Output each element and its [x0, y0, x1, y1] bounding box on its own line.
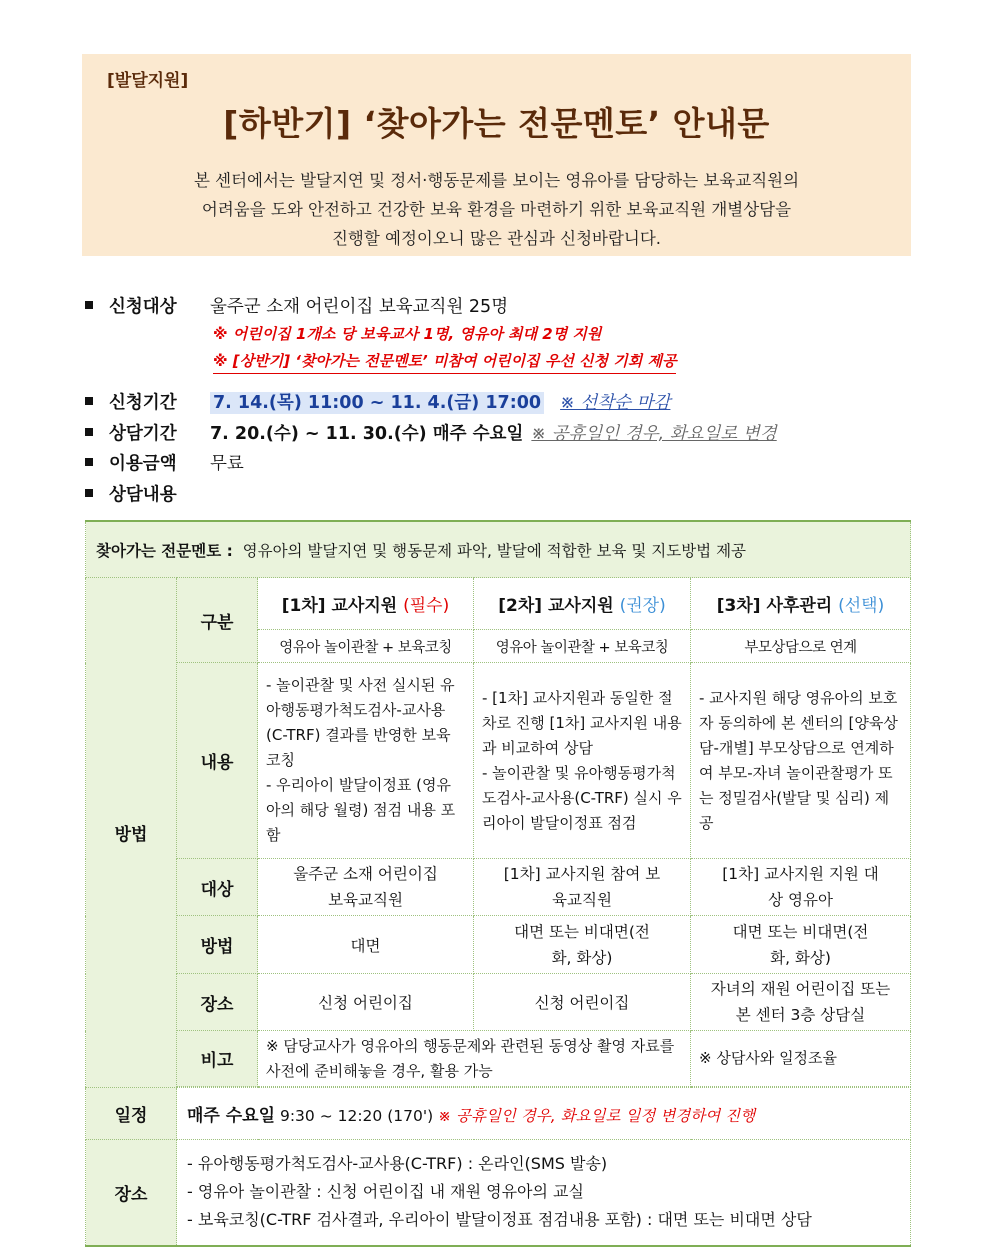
col-title: [1차] 교사지원: [281, 596, 398, 616]
bullet-square-icon: [85, 458, 93, 466]
intro-text: [82, 166, 911, 253]
content-item: - 교사지원 해당 영유아의 보호자 동의하에 본 센터의 [양육상담-개별] 부모상담으로 연계하여 부모-자녀 놀이관찰평가 또는 정밀검사(발달 및 심리) 제공: [699, 688, 898, 832]
table-summary: [86, 521, 911, 578]
side-header-place: 장소: [86, 1140, 177, 1246]
page-title: [하반기] ‘찾아가는 전문멘토’ 안내문: [223, 104, 770, 143]
table-row: [86, 859, 911, 916]
remark-cell-12: ※ 담당교사가 영유아의 행동문제와 관련된 동영상 촬영 자료를 사전에 준비해놓을 경우, 활용 가능: [258, 1031, 691, 1087]
remark-cell-3: ※ 상담사와 일정조율: [691, 1031, 911, 1087]
content-item: - 놀이관찰 및 사전 실시된 유아행동평가척도검사-교사용(C-TRF) 결과를 반영한 보육코칭: [266, 676, 455, 769]
target-cell-1: 울주군 소재 어린이집 보육교직원: [258, 859, 474, 916]
row-header-place: 장소: [177, 974, 258, 1031]
place-item: - 영유아 놀이관찰 : 신청 어린이집 내 재원 영유아의 교실: [187, 1182, 584, 1202]
col-sub-3: 부모상담으로 연계: [691, 630, 911, 663]
schedule-day: 매주 수요일: [187, 1106, 276, 1126]
side-header-schedule: 일정: [86, 1088, 177, 1140]
summary-label: 찾아가는 전문멘토 :: [96, 541, 233, 560]
table-row: [86, 916, 911, 974]
info-label: 상담기간: [109, 424, 177, 444]
period-value: 7. 14.(목) 11:00 ~ 11. 4.(금) 17:00: [210, 392, 544, 414]
program-table: [85, 520, 911, 1247]
bullet-square-icon: [85, 301, 93, 309]
row-header-remark: 비고: [177, 1031, 258, 1087]
content-cell-2: [474, 663, 691, 859]
place-cell-3: 자녀의 재원 어린이집 또는 본 센터 3층 상담실: [691, 974, 911, 1031]
col-sub-2: 영유아 놀이관찰 + 보육코칭: [474, 630, 691, 663]
bullet-square-icon: [85, 428, 93, 436]
method-cell-2: 대면 또는 비대면(전화, 화상): [474, 916, 691, 974]
col-header-2: [474, 578, 691, 630]
place-cell-2: 신청 어린이집: [474, 974, 691, 1031]
info-row-content: [85, 481, 210, 506]
target-note: ※ [상반기] ‘찾아가는 전문멘토’ 미참여 어린이집 우선 신청 기회 제공: [213, 350, 676, 374]
category-tag: [발달지원]: [107, 71, 189, 91]
summary-text: 영유아의 발달지연 및 행동문제 파악, 발달에 적합한 보육 및 지도방법 제공: [242, 541, 747, 560]
method-cell-1: 대면: [258, 916, 474, 974]
notice-header: [82, 54, 911, 256]
col-title: [2차] 교사지원: [498, 596, 614, 616]
schedule-time: 9:30 ~ 12:20 (170'): [279, 1107, 434, 1125]
schedule-note: ※ 공휴일인 경우, 화요일로 일정 변경하여 진행: [438, 1107, 756, 1125]
consult-value: 7. 20.(수) ~ 11. 30.(수) 매주 수요일: [210, 424, 524, 444]
content-cell-3: [691, 663, 911, 859]
row-header-gubun: 구분: [177, 578, 258, 663]
schedule-cell: [177, 1088, 911, 1140]
col-header-3: [691, 578, 911, 630]
period-note: ※ 선착순 마감: [560, 393, 671, 413]
col-sub-1: 영유아 놀이관찰 + 보육코칭: [258, 630, 474, 663]
table-row: [86, 663, 911, 859]
target-cell-2: [1차] 교사지원 참여 보육교직원: [474, 859, 691, 916]
col-tag-recommended: (권장): [619, 596, 666, 616]
place-item: - 보육코칭(C-TRF 검사결과, 우리아이 발달이정표 점검내용 포함) : 대면 또는 비대면 상담: [187, 1210, 812, 1230]
intro-line: 진행할 예정이오니 많은 관심과 신청바랍니다.: [331, 229, 662, 248]
content-item: - [1차] 교사지원과 동일한 절차로 진행 [1차] 교사지원 내용과 비교하여 상담: [482, 688, 682, 757]
table-row: [86, 1140, 911, 1246]
info-row-consult: [85, 420, 777, 445]
side-header-method: 방법: [86, 578, 177, 1088]
table-row: [86, 1031, 911, 1087]
intro-line: 본 센터에서는 발달지연 및 정서·행동문제를 보이는 영유아를 담당하는 보육교직원의: [193, 171, 800, 190]
consult-note: ※ 공휴일인 경우, 화요일로 변경: [531, 424, 777, 444]
place-item: - 유아행동평가척도검사-교사용(C-TRF) : 온라인(SMS 발송): [187, 1154, 608, 1174]
content-item: - 놀이관찰 및 유아행동평가척도검사-교사용(C-TRF) 실시 우리아이 발달이정표 점검: [482, 763, 682, 832]
info-row-fee: [85, 450, 244, 475]
place-list-cell: [177, 1140, 911, 1246]
info-label: 신청대상: [109, 297, 177, 317]
col-tag-optional: (선택): [838, 596, 885, 616]
content-cell-1: [258, 663, 474, 859]
bullet-square-icon: [85, 397, 93, 405]
info-label: 이용금액: [109, 454, 177, 474]
col-tag-required: (필수): [403, 596, 450, 616]
row-header-content: 내용: [177, 663, 258, 859]
table-row: [86, 521, 911, 578]
row-header-method: 방법: [177, 916, 258, 974]
place-cell-1: 신청 어린이집: [258, 974, 474, 1031]
intro-line: 어려움을 도와 안전하고 건강한 보육 환경을 마련하기 위한 보육교직원 개별상담을: [201, 200, 792, 219]
info-row-target: [85, 293, 508, 318]
info-value: 울주군 소재 어린이집 보육교직원 25명: [210, 297, 509, 317]
col-title: [3차] 사후관리: [716, 596, 833, 616]
info-label: 신청기간: [109, 393, 177, 413]
row-header-target: 대상: [177, 859, 258, 916]
fee-value: 무료: [210, 454, 244, 474]
table-row: [86, 974, 911, 1031]
table-row: [86, 578, 911, 630]
method-cell-3: 대면 또는 비대면(전화, 화상): [691, 916, 911, 974]
info-label: 상담내용: [109, 485, 177, 505]
col-header-1: [258, 578, 474, 630]
bullet-square-icon: [85, 489, 93, 497]
table-row: [86, 1088, 911, 1140]
info-row-period: [85, 389, 670, 414]
content-item: - 우리아이 발달이정표 (영유아의 해당 월령) 점검 내용 포함: [266, 776, 456, 844]
target-cell-3: [1차] 교사지원 지원 대상 영유아: [691, 859, 911, 916]
target-note: ※ 어린이집 1개소 당 보육교사 1명, 영유아 최대 2명 지원: [213, 325, 602, 343]
